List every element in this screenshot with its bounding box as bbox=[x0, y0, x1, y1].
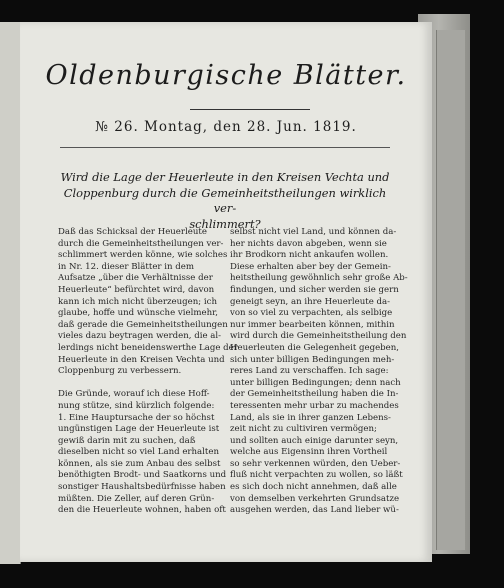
text-line: reres Land zu verschaffen. Ich sage: bbox=[230, 366, 389, 377]
text-line: können, als sie zum Anbau des selbst bbox=[58, 458, 221, 469]
text-line: Diese erhalten aber bey der Gemein- bbox=[230, 261, 391, 272]
text-line: teressenten mehr urbar zu machendes bbox=[230, 400, 399, 411]
text-line: wird durch die Gemeinheitstheilung den bbox=[230, 331, 407, 342]
text-line: dieselben nicht so viel Land erhalten bbox=[58, 447, 220, 458]
text-line: gewiß darin mit zu suchen, daß bbox=[58, 435, 196, 446]
text-line: lerdings nicht beneidenswerthe Lage der bbox=[58, 342, 238, 353]
text-line: nur immer bearbeiten können, mithin bbox=[230, 319, 395, 330]
text-line: von demselben verkehrten Grundsatze bbox=[230, 493, 400, 504]
text-line: Aufsatze „über die Verhältnisse der bbox=[58, 273, 213, 284]
text-line: selbst nicht viel Land, und können da- bbox=[230, 227, 397, 237]
text-line: her nichts davon abgeben, wenn sie bbox=[230, 238, 387, 249]
book-spine bbox=[0, 22, 21, 564]
text-line: schlimmert werden könne, wie solches bbox=[58, 250, 228, 261]
text-line: 1. Eine Hauptursache der so höchst bbox=[58, 412, 215, 423]
text-line: vieles dazu beytragen werden, die al- bbox=[58, 331, 222, 342]
text-line: heitstheilung gewöhnlich sehr große Ab- bbox=[230, 273, 408, 284]
text-line: glaube, hoffe und wünsche vielmehr, bbox=[58, 308, 218, 319]
document-page bbox=[20, 22, 432, 562]
text-line: Heuerleute in den Kreisen Vechta und bbox=[58, 354, 225, 365]
text-line: unter billigen Bedingungen; denn nach bbox=[230, 377, 401, 388]
headline-line: Wird die Lage der Heuerleute in den Kreisen Vechta und bbox=[60, 170, 390, 184]
text-line: es sich doch nicht annehmen, daß alle bbox=[230, 482, 397, 493]
text-line: Land, als sie in ihrer ganzen Lebens- bbox=[230, 412, 391, 423]
text-line: müßten. Die Zeller, auf deren Grün- bbox=[58, 493, 215, 504]
text-line: von so viel zu verpachten, als selbige bbox=[230, 308, 393, 319]
issue-rule bbox=[60, 147, 390, 148]
text-line: Cloppenburg zu verbessern. bbox=[58, 366, 182, 377]
text-line: durch die Gemeinheitstheilungen ver- bbox=[58, 238, 224, 249]
text-line: ausgehen werden, das Land lieber wü- bbox=[230, 505, 399, 516]
text-line: in Nr. 12. dieser Blätter in dem bbox=[58, 261, 195, 272]
masthead-rule bbox=[190, 109, 310, 110]
headline-line: schlimmert? bbox=[189, 216, 261, 231]
text-line: Heuerleute“ befürchtet wird, davon bbox=[58, 284, 215, 295]
text-line: fluß nicht verpachten zu wollen, so läßt bbox=[230, 470, 403, 481]
article-column-left bbox=[58, 227, 238, 517]
text-line: sonstiger Haushaltsbedürfnisse haben bbox=[58, 482, 226, 493]
text-line: benöthigten Brodt- und Saatkorns und bbox=[58, 470, 227, 481]
text-line: zeit nicht zu cultiviren vermögen; bbox=[230, 424, 377, 435]
text-line: der Gemeinheitstheilung haben die In- bbox=[230, 389, 399, 400]
text-line: Daß das Schicksal der Heuerleute bbox=[58, 227, 207, 237]
article-headline bbox=[56, 170, 394, 232]
text-line: und sollten auch einige darunter seyn, bbox=[230, 435, 399, 446]
masthead-title: Oldenburgische Blätter. bbox=[45, 60, 407, 91]
text-line: findungen, und sicher werden sie gern bbox=[230, 284, 399, 295]
text-line: ungünstigen Lage der Heuerleute ist bbox=[58, 424, 220, 435]
text-line: daß gerade die Gemeinheitstheilungen bbox=[58, 319, 228, 330]
article-column-right bbox=[230, 227, 408, 517]
text-line: ihr Brodkorn nicht ankaufen wollen. bbox=[230, 250, 389, 261]
text-line: geneigt seyn, an ihre Heuerleute da- bbox=[230, 296, 391, 307]
text-line: Die Gründe, worauf ich diese Hoff- bbox=[58, 389, 210, 400]
text-line: Heuerleuten die Gelegenheit gegeben, bbox=[230, 342, 400, 353]
text-line: so sehr verkennen würden, den Ueber- bbox=[230, 458, 401, 469]
book-page-edges bbox=[436, 30, 465, 550]
text-line: sich unter billigen Bedingungen meh- bbox=[230, 354, 395, 365]
text-line: kann ich mich nicht überzeugen; ich bbox=[58, 296, 217, 307]
text-line bbox=[58, 378, 216, 390]
headline-line: Cloppenburg durch die Gemeinheitstheilungen wirklich ver- bbox=[63, 185, 387, 215]
text-line: den die Heuerleute wohnen, haben oft bbox=[58, 505, 226, 516]
text-line: welche aus Eigensinn ihren Vortheil bbox=[230, 447, 388, 458]
text-line: nung stütze, sind kürzlich folgende: bbox=[58, 400, 215, 411]
issue-line: № 26. Montag, den 28. Jun. 1819. bbox=[95, 119, 357, 135]
